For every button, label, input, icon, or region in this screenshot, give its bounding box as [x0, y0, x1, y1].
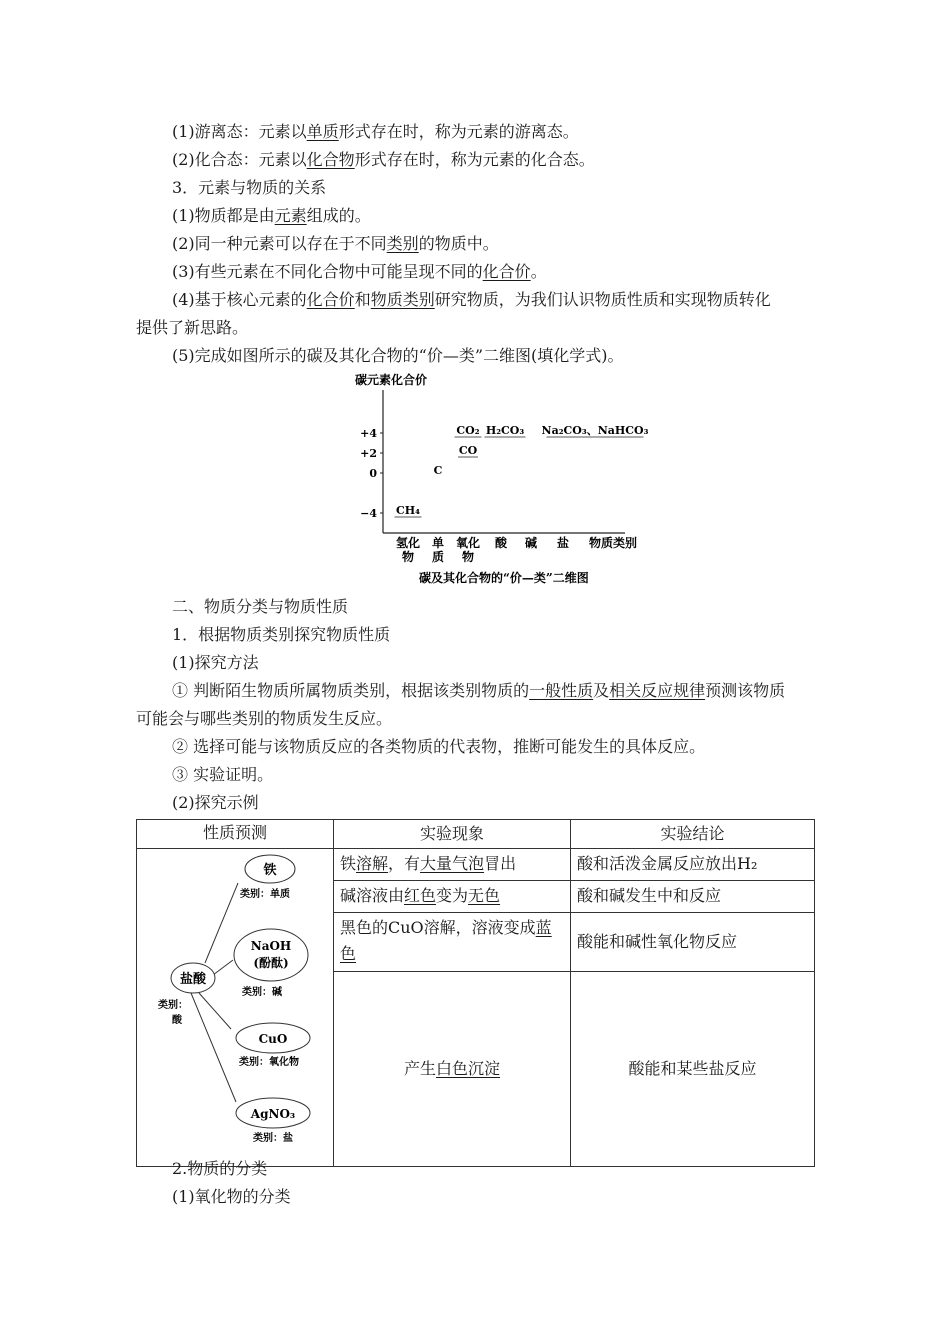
- section-heading: 1．根据物质类别探究物质性质: [172, 625, 391, 644]
- text-line: 提供了新思路。: [136, 318, 249, 337]
- section-heading: 2.物质的分类: [172, 1159, 268, 1178]
- x-category-label: 酸: [494, 536, 508, 550]
- data-point-label: CO₂: [456, 424, 480, 437]
- x-axis-label: 物质类别: [589, 536, 638, 550]
- node-naoh-indicator: (酚酞): [253, 956, 289, 970]
- y-tick-label: 0: [369, 467, 377, 480]
- x-category-label: 单: [431, 536, 445, 550]
- conclusion-cell: 酸能和某些盐反应: [571, 972, 815, 1167]
- x-category-label: 物: [461, 550, 475, 564]
- x-category-label: 质: [431, 550, 445, 564]
- text-line: ② 选择可能与该物质反应的各类物质的代表物，推断可能发生的具体反应。: [172, 737, 706, 756]
- node-agno3-label: AgNO₃: [250, 1107, 296, 1121]
- phenomenon-cell: 黑色的CuO溶解，溶液变成蓝色: [334, 912, 571, 971]
- x-category-label: 氧化: [455, 536, 481, 550]
- header-cell: 实验结论: [571, 820, 815, 849]
- conclusion-cell: 酸能和碱性氧化物反应: [571, 912, 815, 971]
- conclusion-cell: 酸和碱发生中和反应: [571, 880, 815, 912]
- connector-line: [213, 960, 233, 975]
- connector-line: [205, 883, 238, 963]
- header-cell: 实验现象: [334, 820, 571, 849]
- root-type-label-1: 类别：: [158, 1000, 188, 1011]
- data-point-label: Na₂CO₃、NaHCO₃: [541, 424, 649, 437]
- x-category-label: 氢化: [395, 536, 421, 550]
- node-naoh-ellipse: [234, 929, 308, 981]
- x-category-label: 物: [401, 550, 415, 564]
- root-label: 盐酸: [179, 972, 207, 987]
- text-line: (4)基于核心元素的化合价和物质类别研究物质，为我们认识物质性质和实现物质转化: [172, 290, 771, 309]
- text-line: (1)物质都是由元素组成的。: [172, 206, 371, 225]
- node-agno3-type: 类别：盐: [253, 1133, 293, 1144]
- chart-title: 碳元素化合价: [355, 373, 428, 387]
- hydrochloric-acid-diagram: [137, 849, 333, 1158]
- text-line: (2)化合态：元素以化合物形式存在时，称为元素的化合态。: [172, 150, 595, 169]
- text-line: ③ 实验证明。: [172, 765, 274, 784]
- header-cell: 性质预测: [137, 820, 334, 849]
- data-point-label: CO: [458, 444, 478, 457]
- data-point-label: H₂CO₃: [485, 424, 525, 437]
- text-line: (1)游离态：元素以单质形式存在时，称为元素的游离态。: [172, 122, 579, 141]
- conclusion-cell: 酸和活泼金属反应放出H₂: [571, 849, 815, 881]
- text-line: (2)探究示例: [172, 793, 259, 812]
- phenomenon-cell: 碱溶液由红色变为无色: [334, 880, 571, 912]
- x-category-label: 碱: [524, 536, 538, 550]
- text-line: (1)氧化物的分类: [172, 1187, 291, 1206]
- text-line: (5)完成如图所示的碳及其化合物的“价—类”二维图(填化学式)。: [172, 346, 624, 365]
- valence-class-chart: [335, 370, 655, 590]
- node-cuo-type: 类别：氧化物: [239, 1057, 299, 1068]
- table-row: [137, 849, 815, 881]
- node-cuo-label: CuO: [258, 1032, 288, 1046]
- text-line: (3)有些元素在不同化合物中可能呈现不同的化合价。: [172, 262, 547, 281]
- section-heading: 二、物质分类与物质性质: [172, 597, 349, 616]
- node-iron-label: 铁: [263, 863, 277, 878]
- section-heading: 3．元素与物质的关系: [172, 178, 327, 197]
- node-naoh-type: 类别：碱: [242, 987, 282, 998]
- root-type-label-2: 酸: [172, 1015, 182, 1026]
- phenomenon-cell: 铁溶解，有大量气泡冒出: [334, 849, 571, 881]
- text-line: 可能会与哪些类别的物质发生反应。: [136, 709, 393, 728]
- x-category-label: 盐: [556, 536, 570, 550]
- table-header-row: [137, 820, 815, 849]
- data-point-label: CH₄: [396, 504, 420, 517]
- text-line: ① 判断陌生物质所属物质类别，根据该类别物质的一般性质及相关反应规律预测该物质: [172, 681, 786, 700]
- y-tick-label: −4: [360, 507, 377, 520]
- text-line: (1)探究方法: [172, 653, 259, 672]
- node-iron-type: 类别：单质: [240, 889, 290, 900]
- experiment-table: [136, 819, 815, 1167]
- data-point-label: C: [433, 464, 443, 477]
- y-tick-label: +4: [360, 427, 377, 440]
- node-naoh-label: NaOH: [250, 939, 292, 953]
- y-tick-label: +2: [360, 447, 377, 460]
- phenomenon-cell: 产生白色沉淀: [334, 972, 571, 1167]
- chart-caption: 碳及其化合物的“价—类”二维图: [419, 571, 589, 585]
- prediction-diagram-cell: [137, 849, 334, 1167]
- text-line: (2)同一种元素可以存在于不同类别的物质中。: [172, 234, 499, 253]
